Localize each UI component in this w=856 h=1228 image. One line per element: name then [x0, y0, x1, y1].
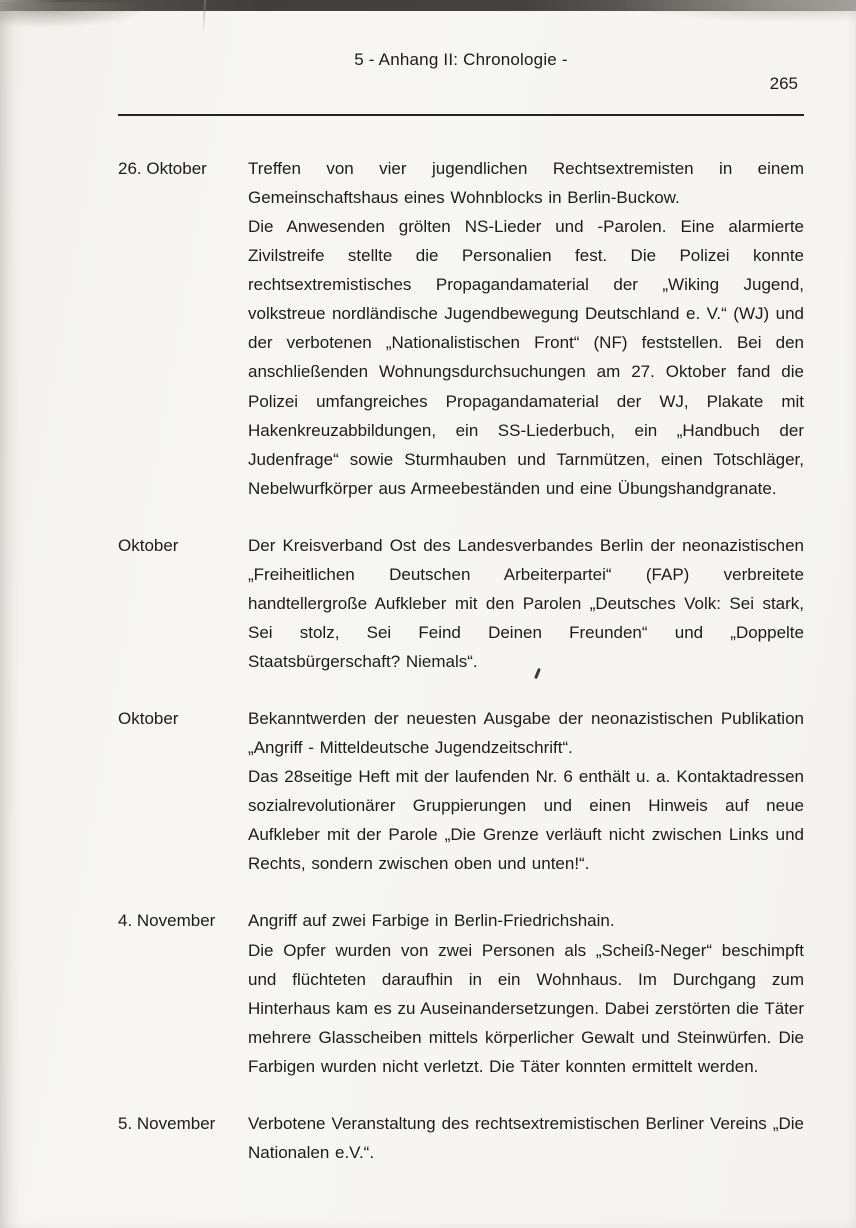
entry-body — [248, 154, 804, 503]
chronology-list — [118, 154, 804, 1167]
entry-paragraph: Verbotene Veranstaltung des rechtsextremistischen Berliner Vereins „Die Nationalen e.V.“. — [248, 1113, 804, 1162]
entry-paragraph: Die Opfer wurden von zwei Personen als „Scheiß-Neger“ beschimpft und flüchteten daraufhin in ein Wohnhaus. Im Durchgang zum Hinterhaus kam es zu Auseinandersetzungen. Dabei zerstörten die Täter mehrere Glasscheiben mittels körperlicher Gewalt und Steinwürfen. Die Farbigen wurden nicht verletzt. Die Täter konnten ermittelt werden. — [248, 940, 804, 1076]
page-number: 265 — [769, 74, 798, 93]
chronology-entry — [118, 154, 804, 503]
entry-paragraph: Die Anwesenden grölten NS-Lieder und -Parolen. Eine alarmierte Zivilstreife stellte die Personalien fest. Die Polizei konnte rechtsextremistisches Propagandamaterial der „Wiking Jugend, volkstreue nordländische Jugendbewegung Deutschland e. V.“ (WJ) und der verbotenen „Nationalistischen Front“ (NF) feststellen. Bei den anschließenden Wohnungsdurchsuchungen am 27. Oktober fand die Polizei umfangreiches Propagandamaterial der WJ, Plakate mit Hakenkreuzabbildungen, ein SS-Liederbuch, ein „Handbuch der Judenfrage“ sowie Sturmhauben und Tarnmützen, einen Totschläger, Nebelwurfkörper aus Armeebeständen und eine Übungshandgranate. — [248, 217, 804, 498]
chronology-entry — [118, 531, 804, 676]
entry-date: 4. November — [118, 911, 216, 931]
entry-paragraph: Der Kreisverband Ost des Landesverbandes Berlin der neonazistischen „Freiheitlichen Deutschen Arbeiterpartei“ (FAP) verbreitete handtellergroße Aufkleber mit den Parolen „Deutsches Volk: Sei stark, Sei stolz, Sei Feind Deinen Freunden“ und „Doppelte Staatsbürgerschaft? Niemals“. — [248, 535, 804, 671]
chronology-entry — [118, 1109, 804, 1167]
entry-date: 5. November — [118, 1113, 216, 1133]
entry-body — [248, 906, 804, 1080]
entry-paragraph: Bekanntwerden der neuesten Ausgabe der neonazistischen Publikation „Angriff - Mitteldeutsche Jugendzeitschrift“. — [248, 709, 804, 758]
entry-paragraph: Das 28seitige Heft mit der laufenden Nr. 6 enthält u. a. Kontaktadressen sozialrevolutionärer Gruppierungen und einen Hinweis auf neue Aufkleber mit der Parole „Die Grenze verläuft nicht zwischen Links und Rechts, sondern zwischen oben und unten!“. — [248, 767, 804, 874]
page-header-title: 5 - Anhang II: Chronologie - — [354, 50, 568, 69]
entry-paragraph: Angriff auf zwei Farbige in Berlin-Friedrichshain. — [248, 911, 615, 931]
header-rule — [118, 114, 804, 116]
page-header — [118, 0, 804, 116]
entry-paragraph: Treffen von vier jugendlichen Rechtsextremisten in einem Gemeinschaftshaus eines Wohnblocks in Berlin-Buckow. — [248, 159, 804, 208]
entry-body — [248, 704, 804, 878]
entry-body — [248, 531, 804, 676]
chronology-entry — [118, 906, 804, 1080]
entry-date: Oktober — [118, 709, 179, 729]
chronology-entry — [118, 704, 804, 878]
entry-date: 26. Oktober — [118, 159, 207, 178]
entry-body — [248, 1109, 804, 1167]
entry-date: Oktober — [118, 535, 179, 555]
